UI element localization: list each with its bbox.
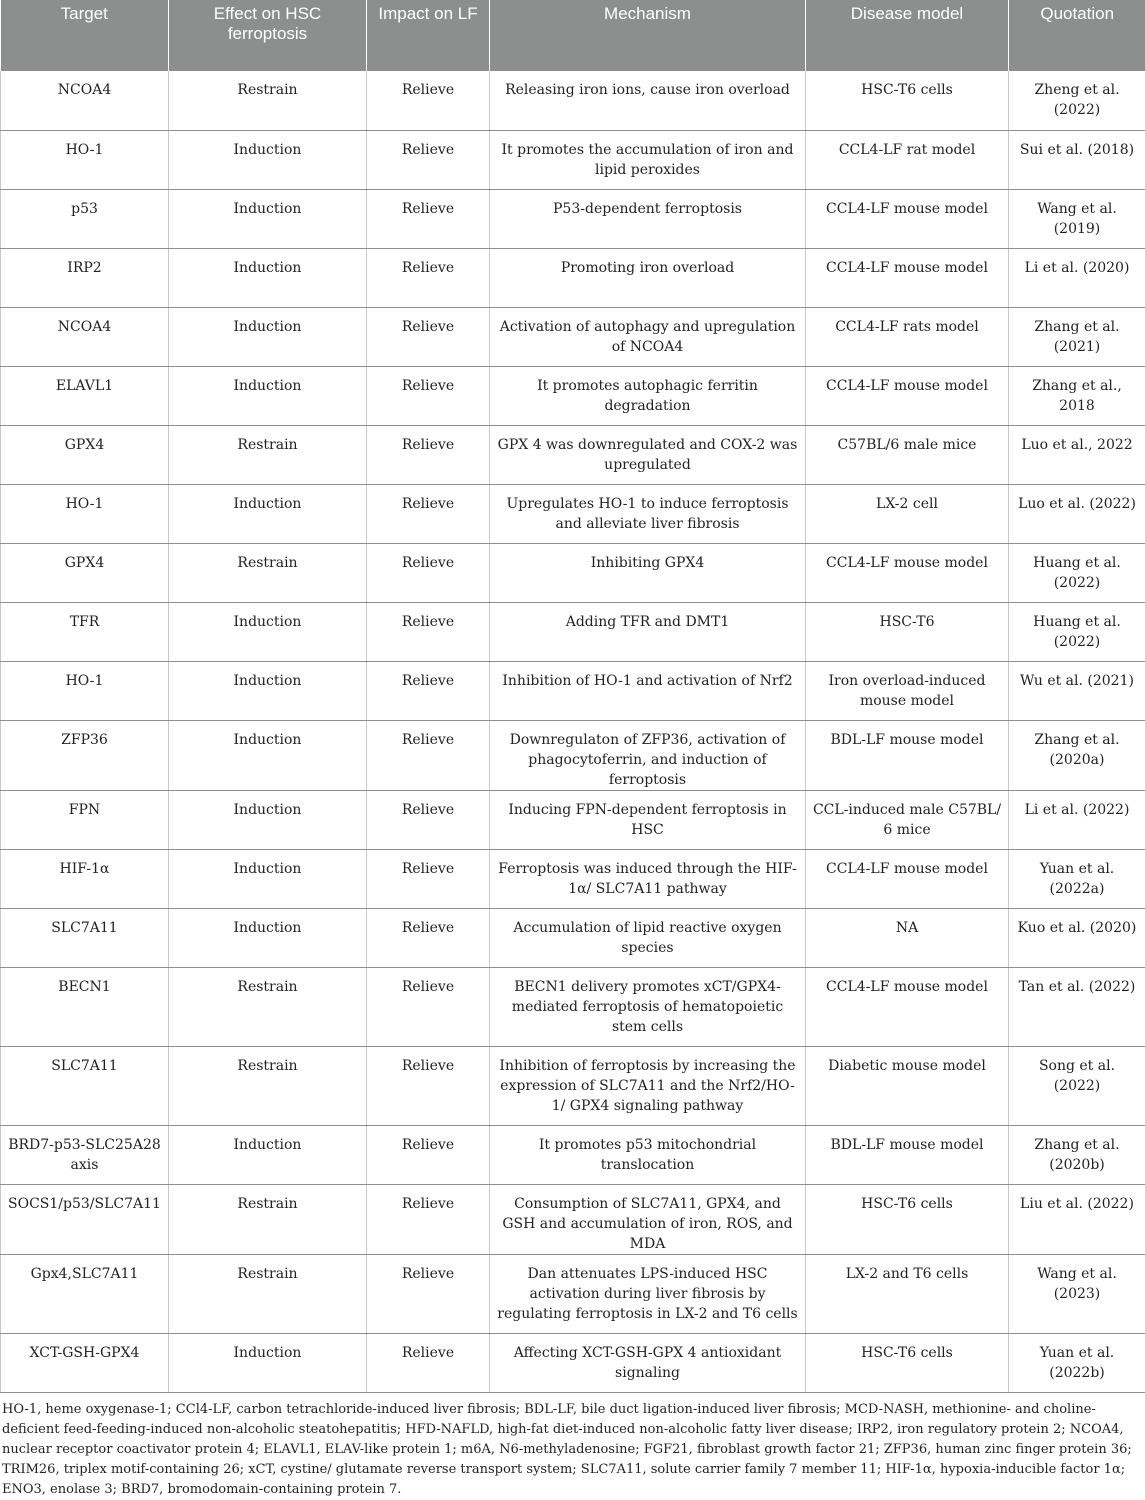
table-row: [1, 71, 1145, 130]
table-row: [1, 1125, 1145, 1184]
cell-effect: Restrain: [169, 1254, 367, 1333]
table-row: [1, 366, 1145, 425]
cell-effect: Induction: [169, 189, 367, 248]
cell-mechanism: Promoting iron overload: [490, 248, 806, 307]
cell-impact: Relieve: [367, 849, 490, 908]
cell-impact: Relieve: [367, 307, 490, 366]
cell-disease-model: LX-2 cell: [806, 484, 1009, 543]
cell-quotation: Zhang et al. (2020a): [1009, 720, 1145, 790]
header-disease-model: Disease model: [806, 0, 1009, 71]
cell-impact: Relieve: [367, 720, 490, 790]
table-row: [1, 248, 1145, 307]
cell-mechanism: Accumulation of lipid reactive oxygen species: [490, 908, 806, 967]
cell-quotation: Wang et al. (2023): [1009, 1254, 1145, 1333]
cell-effect: Restrain: [169, 1046, 367, 1125]
cell-impact: Relieve: [367, 1184, 490, 1254]
cell-target: ZFP36: [1, 720, 169, 790]
cell-impact: Relieve: [367, 661, 490, 720]
table-row: [1, 130, 1145, 189]
cell-mechanism: It promotes the accumulation of iron and lipid peroxides: [490, 130, 806, 189]
cell-impact: Relieve: [367, 1125, 490, 1184]
header-quotation: Quotation: [1009, 0, 1145, 71]
cell-impact: Relieve: [367, 366, 490, 425]
cell-effect: Induction: [169, 1333, 367, 1392]
header-target: Target: [1, 0, 169, 71]
table-row: [1, 849, 1145, 908]
cell-impact: Relieve: [367, 967, 490, 1046]
cell-target: GPX4: [1, 543, 169, 602]
cell-disease-model: NA: [806, 908, 1009, 967]
cell-impact: Relieve: [367, 1333, 490, 1392]
cell-effect: Induction: [169, 307, 367, 366]
table-row: [1, 543, 1145, 602]
cell-impact: Relieve: [367, 248, 490, 307]
table-row: [1, 908, 1145, 967]
cell-target: TFR: [1, 602, 169, 661]
cell-disease-model: LX-2 and T6 cells: [806, 1254, 1009, 1333]
cell-quotation: Tan et al. (2022): [1009, 967, 1145, 1046]
table-row: [1, 425, 1145, 484]
cell-impact: Relieve: [367, 790, 490, 849]
cell-impact: Relieve: [367, 189, 490, 248]
cell-target: HO-1: [1, 484, 169, 543]
cell-quotation: Yuan et al. (2022b): [1009, 1333, 1145, 1392]
cell-disease-model: CCL4-LF rats model: [806, 307, 1009, 366]
cell-target: BRD7-p53-SLC25A28 axis: [1, 1125, 169, 1184]
cell-impact: Relieve: [367, 908, 490, 967]
table-header: [1, 0, 1145, 71]
cell-target: ELAVL1: [1, 366, 169, 425]
cell-quotation: Zheng et al. (2022): [1009, 71, 1145, 130]
cell-mechanism: Consumption of SLC7A11, GPX4, and GSH and accumulation of iron, ROS, and MDA: [490, 1184, 806, 1254]
cell-quotation: Luo et al. (2022): [1009, 484, 1145, 543]
cell-effect: Induction: [169, 130, 367, 189]
cell-impact: Relieve: [367, 1046, 490, 1125]
table-row: [1, 307, 1145, 366]
cell-effect: Induction: [169, 908, 367, 967]
cell-disease-model: CCL4-LF mouse model: [806, 189, 1009, 248]
table-row: [1, 1333, 1145, 1392]
cell-quotation: Yuan et al. (2022a): [1009, 849, 1145, 908]
cell-mechanism: P53-dependent ferroptosis: [490, 189, 806, 248]
cell-effect: Restrain: [169, 967, 367, 1046]
cell-target: p53: [1, 189, 169, 248]
cell-effect: Induction: [169, 484, 367, 543]
header-mechanism: Mechanism: [490, 0, 806, 71]
table-row: [1, 1254, 1145, 1333]
cell-disease-model: CCL4-LF mouse model: [806, 849, 1009, 908]
cell-quotation: Liu et al. (2022): [1009, 1184, 1145, 1254]
cell-mechanism: Inhibition of HO-1 and activation of Nrf2: [490, 661, 806, 720]
cell-quotation: Kuo et al. (2020): [1009, 908, 1145, 967]
cell-target: Gpx4,SLC7A11: [1, 1254, 169, 1333]
cell-disease-model: CCL4-LF mouse model: [806, 543, 1009, 602]
table-row: [1, 189, 1145, 248]
cell-mechanism: Ferroptosis was induced through the HIF-1α/ SLC7A11 pathway: [490, 849, 806, 908]
cell-effect: Restrain: [169, 425, 367, 484]
table-row: [1, 720, 1145, 790]
table-row: [1, 1184, 1145, 1254]
cell-quotation: Zhang et al., 2018: [1009, 366, 1145, 425]
cell-mechanism: Dan attenuates LPS-induced HSC activation during liver fibrosis by regulating ferroptosis in LX-2 and T6 cells: [490, 1254, 806, 1333]
cell-effect: Induction: [169, 248, 367, 307]
cell-target: SOCS1/p53/SLC7A11: [1, 1184, 169, 1254]
cell-disease-model: BDL-LF mouse model: [806, 720, 1009, 790]
cell-mechanism: Upregulates HO-1 to induce ferroptosis and alleviate liver fibrosis: [490, 484, 806, 543]
cell-quotation: Sui et al. (2018): [1009, 130, 1145, 189]
table-row: [1, 967, 1145, 1046]
cell-mechanism: It promotes p53 mitochondrial translocation: [490, 1125, 806, 1184]
cell-target: NCOA4: [1, 307, 169, 366]
table-row: [1, 484, 1145, 543]
table-footnote: HO-1, heme oxygenase-1; CCl4-LF, carbon tetrachloride-induced liver fibrosis; BDL-LF, bile duct ligation-induced liver fibrosis; MCD-NASH, methionine- and choline-deficient feed-feeding-induced non-alcoholic steatohepatitis; HFD-NAFLD, high-fat diet-induced non-alcoholic fatty liver disease; IRP2, iron regulatory protein 2; NCOA4, nuclear receptor coactivator protein 4; ELAVL1, ELAV-like protein 1; m6A, N6-methyladenosine; FGF21, fibroblast growth factor 21; ZFP36, human zinc finger protein 36; TRIM26, triplex motif-containing 26; xCT, cystine/ glutamate reverse transport system; SLC7A11, solute carrier family 7 member 11; HIF-1α, hypoxia-inducible factor 1α; ENO3, enolase 3; BRD7, bromodomain-containing protein 7.: [0, 1393, 1145, 1500]
cell-mechanism: Releasing iron ions, cause iron overload: [490, 71, 806, 130]
cell-target: HIF-1α: [1, 849, 169, 908]
cell-quotation: Zhang et al. (2020b): [1009, 1125, 1145, 1184]
cell-quotation: Luo et al., 2022: [1009, 425, 1145, 484]
cell-effect: Induction: [169, 661, 367, 720]
cell-target: GPX4: [1, 425, 169, 484]
cell-impact: Relieve: [367, 602, 490, 661]
cell-effect: Induction: [169, 849, 367, 908]
cell-quotation: Huang et al. (2022): [1009, 543, 1145, 602]
cell-disease-model: Iron overload-induced mouse model: [806, 661, 1009, 720]
cell-disease-model: Diabetic mouse model: [806, 1046, 1009, 1125]
cell-quotation: Wu et al. (2021): [1009, 661, 1145, 720]
cell-target: HO-1: [1, 130, 169, 189]
header-row: [1, 0, 1145, 71]
header-impact: Impact on LF: [367, 0, 490, 71]
cell-target: FPN: [1, 790, 169, 849]
cell-impact: Relieve: [367, 130, 490, 189]
cell-mechanism: Adding TFR and DMT1: [490, 602, 806, 661]
cell-target: NCOA4: [1, 71, 169, 130]
cell-effect: Induction: [169, 602, 367, 661]
cell-disease-model: HSC-T6 cells: [806, 1184, 1009, 1254]
table-row: [1, 602, 1145, 661]
cell-disease-model: CCL4-LF mouse model: [806, 967, 1009, 1046]
cell-impact: Relieve: [367, 543, 490, 602]
table-row: [1, 1046, 1145, 1125]
cell-mechanism: Downregulaton of ZFP36, activation of phagocytoferrin, and induction of ferroptosis: [490, 720, 806, 790]
cell-mechanism: Inducing FPN-dependent ferroptosis in HSC: [490, 790, 806, 849]
cell-impact: Relieve: [367, 71, 490, 130]
cell-quotation: Wang et al. (2019): [1009, 189, 1145, 248]
cell-mechanism: GPX 4 was downregulated and COX-2 was upregulated: [490, 425, 806, 484]
cell-effect: Restrain: [169, 543, 367, 602]
cell-target: HO-1: [1, 661, 169, 720]
cell-effect: Restrain: [169, 1184, 367, 1254]
cell-target: SLC7A11: [1, 1046, 169, 1125]
cell-target: BECN1: [1, 967, 169, 1046]
cell-quotation: Li et al. (2022): [1009, 790, 1145, 849]
table-row: [1, 661, 1145, 720]
cell-target: XCT-GSH-GPX4: [1, 1333, 169, 1392]
cell-effect: Restrain: [169, 71, 367, 130]
cell-disease-model: CCL4-LF mouse model: [806, 248, 1009, 307]
cell-impact: Relieve: [367, 484, 490, 543]
cell-mechanism: Affecting XCT-GSH-GPX 4 antioxidant signaling: [490, 1333, 806, 1392]
cell-disease-model: CCL4-LF rat model: [806, 130, 1009, 189]
cell-disease-model: HSC-T6: [806, 602, 1009, 661]
cell-mechanism: BECN1 delivery promotes xCT/GPX4-mediated ferroptosis of hematopoietic stem cells: [490, 967, 806, 1046]
cell-target: IRP2: [1, 248, 169, 307]
cell-impact: Relieve: [367, 1254, 490, 1333]
cell-disease-model: CCL-induced male C57BL/ 6 mice: [806, 790, 1009, 849]
cell-disease-model: BDL-LF mouse model: [806, 1125, 1009, 1184]
header-effect: Effect on HSC ferroptosis: [169, 0, 367, 71]
cell-quotation: Huang et al. (2022): [1009, 602, 1145, 661]
cell-disease-model: C57BL/6 male mice: [806, 425, 1009, 484]
cell-effect: Induction: [169, 1125, 367, 1184]
cell-disease-model: HSC-T6 cells: [806, 1333, 1009, 1392]
cell-mechanism: Activation of autophagy and upregulation of NCOA4: [490, 307, 806, 366]
cell-quotation: Song et al. (2022): [1009, 1046, 1145, 1125]
cell-mechanism: Inhibition of ferroptosis by increasing the expression of SLC7A11 and the Nrf2/HO-1/ GPX4 signaling pathway: [490, 1046, 806, 1125]
cell-target: SLC7A11: [1, 908, 169, 967]
cell-quotation: Li et al. (2020): [1009, 248, 1145, 307]
cell-disease-model: HSC-T6 cells: [806, 71, 1009, 130]
cell-quotation: Zhang et al. (2021): [1009, 307, 1145, 366]
cell-impact: Relieve: [367, 425, 490, 484]
cell-disease-model: CCL4-LF mouse model: [806, 366, 1009, 425]
cell-effect: Induction: [169, 790, 367, 849]
cell-effect: Induction: [169, 720, 367, 790]
cell-effect: Induction: [169, 366, 367, 425]
cell-mechanism: Inhibiting GPX4: [490, 543, 806, 602]
table-body: [1, 71, 1145, 1392]
table-row: [1, 790, 1145, 849]
cell-mechanism: It promotes autophagic ferritin degradation: [490, 366, 806, 425]
